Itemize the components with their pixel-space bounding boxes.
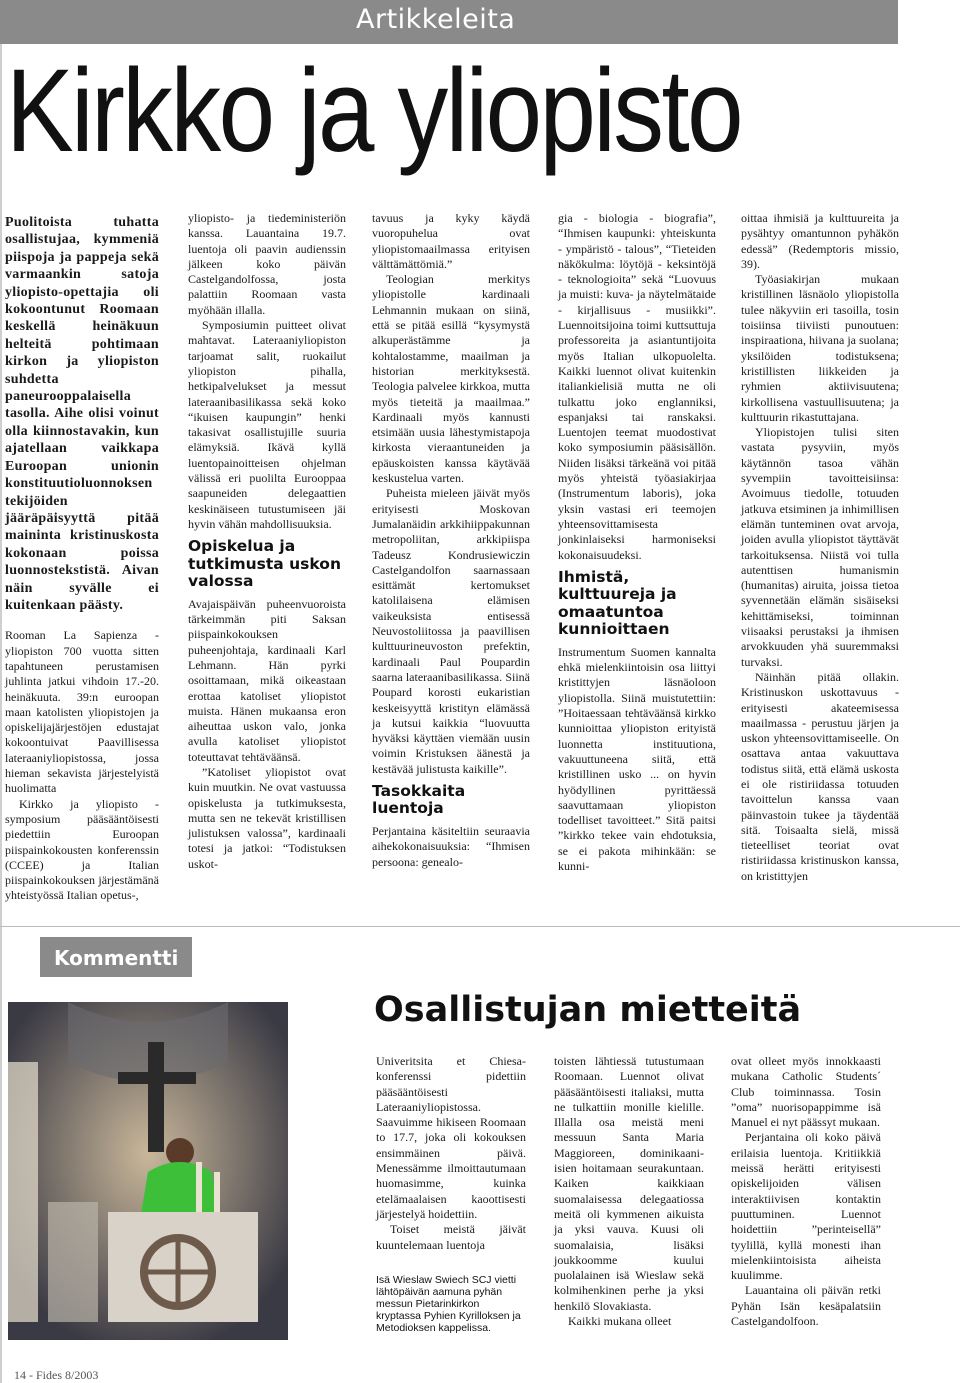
body-paragraph: ”Katoliset yliopistot ovat kuin muutkin. Ne ovat vastuussa opiskelusta ja tutkimuksesta, mutta sen ne tekevät kristillisen julistuksen valossa”, kardinaali totesi ja jatkoi: “Todistuksen uskot- xyxy=(188,765,346,871)
body-paragraph: Symposiumin puitteet olivat mahtavat. Lateraaniyliopiston tarjoamat salit, ruokailut yliopiston pihalla, hetkipalvelukset ja messut lateraanibasilikassa sekä koko “ikuisen kaupungin” henki takasivat osallistujille suuria elämyksiä. Ikävä kyllä luentopainoitteisen ohjelman välissä eri puolilta Eurooppaa saapuneiden delegaattien keskinäiseen tutustumiseen jäi hyvin vähän mahdollisuuksia. xyxy=(188,318,346,531)
comment-label: Kommentti xyxy=(54,946,179,970)
body-paragraph: Kirkko ja yliopisto -symposium pääsääntöisesti piedettiin Euroopan piispainkokousten konferenssin (CCEE) ja Italian piispainkokouksen järjestämänä yhteistyössä Italian opetus-, xyxy=(5,796,159,903)
body-paragraph: Lauantaina oli päivän retki Pyhän Isän kesäpalatsiin Castelgandolfoon. xyxy=(731,1283,881,1329)
article-column-4 xyxy=(558,211,716,874)
body-paragraph: Työasiakirjan mukaan kristillinen läsnäolo yliopistolla tulee näkyviin eri tasoilla, tosin toisiinsa tiiviisti punoutuen: inspiraationa, hiivana ja suolana; yksilöiden todistuksena; kristillisten liikkeiden ja ryhmien aktiivisuutena; kirkollisena vastuullisuutena; ja kulttuurin rikastuttajana. xyxy=(741,272,899,424)
article-column-5 xyxy=(741,211,899,884)
body-paragraph: Puheista mieleen jäivät myös erityisesti Moskovan Jumalanäidin arkkihiippakunnan metropoliitan, arkkipiispa Tadeusz Kondrusiewiczin Castelgandolfon saarnassaan esittämät kertomukset katolilaisena elämisen vaikeuksista entisessä Neuvostoliitossa ja paavillisen kulttuurineuvoston prefektin, kardinaali Paul Poupardin saarna lateraanibasilikassa. Siinä Poupard korosti eukaristian keskeisyyttä kristityn elämässä ja kutsui kaikkia “luovuutta hyväksi käyttäen viemään uusin voimin Kristuksen äänestä ja kestävää julistusta kaikille”. xyxy=(372,486,530,776)
body-paragraph: Yliopistojen tulisi siten vastata pysyviin, myös käytännön tasoa vähän syvempiin tavoitteisiinsa: Avoimuus tiedolle, totuuden jatkuva etsiminen ja inhimillisen elämän tunteminen ovat arvoja, joiden avulla yliopistot täyttävät tarkoituksensa. Niistä voi tulla autenttisen humanismin (humanitas) airuita, joissa tietoa syvennetään elämän sisäiseksi kehittämiseksi, toiminnan viisaaksi perustaksi ja ihmisen arvokkuuden yhä suuremmaksi turvaksi. xyxy=(741,425,899,669)
body-paragraph: gia - biologia - biografia”, “Ihmisen kaupunki: yhteiskunta - ympäristö - talous”, “Tieteiden näkökulma: löytöjä - keksintöjä - teknologioita” sekä “Luovuus ja muisti: kuva- ja näytelmätaide - kirjallisuus - musiikki”. Luennoitsijoina toimi kuttsuttuja professoreita ja asiantuntijoita myös Italian ulkopuolelta. Kaikki luennot olivat kuitenkin italiankielisiä mutta ne oli tulkattu joko englanniksi, espanjaksi tai ranskaksi. Luentojen teemat muodostivat koko symposiumin pääsisällön. Niiden lisäksi tärkeänä voi pitää myös yhteistä työasiakirjaa (Instrumentum laboris), joka yksin vastasi eri teemojen yhteensovittamisesta jonkinlaiseksi harmoniseksi kokonaisuudeksi. xyxy=(558,211,716,562)
body-paragraph: yliopisto- ja tiedeministeriön kanssa. Lauantaina 19.7. luentoja oli paavin audienssin jälkeen koko päivän Castelgandolfossa, josta palattiin Roomaan vasta myöhään illalla. xyxy=(188,211,346,317)
comment-title: Osallistujan mietteitä xyxy=(374,990,802,1030)
body-paragraph: Perjantaina käsiteltiin seuraavia aihekokonaisuuksia: “Ihmisen persoona: genealo- xyxy=(372,823,530,869)
photo-caption: Isä Wieslaw Swiech SCJ vietti lähtöpäivän aamuna pyhän messun Pietarinkirkon kryptassa Pyhien Kyrilloksen ja Metodioksen kappelissa. xyxy=(376,1274,521,1334)
mass-photo-illustration xyxy=(8,1002,288,1340)
subheading: Tasokkaita luentoja xyxy=(372,781,466,818)
page-footer: 14 - Fides 8/2003 xyxy=(14,1368,99,1382)
body-paragraph: Avajaispäivän puheenvuoroista tärkeimmän piti Saksan piispainkokouksen puheenjohtaja, kardinaali Karl Lehmann. Hän pyrki osoittamaan, mikä oikeastaan erottaa katoliset yliopistot muista. Hänen mukaansa eron aiheuttaa uskon valo, jonka avulla katoliset yliopistot toteuttavat tehtäväänsä. xyxy=(188,596,346,764)
body-paragraph: Kaikki mukana olleet xyxy=(568,1314,672,1329)
altar-photo xyxy=(8,1002,288,1340)
comment-column-2 xyxy=(554,1054,704,1329)
body-paragraph: oittaa ihmisiä ja kulttuureita ja pysähtyy omantunnon pyhäkön edessä” (Redemptoris missio, 39). xyxy=(741,211,899,271)
article-headline: Kirkko ja yliopisto xyxy=(6,45,741,177)
body-paragraph: ovat olleet myös innokkaasti mukana Catholic Students´ Club toiminnassa. Tosin ”oma” nuorisopappimme isä Manuel ei nyt päässyt mukaan. xyxy=(731,1054,881,1130)
subheading: Opiskelua ja tutkimusta uskon valossa xyxy=(188,537,341,591)
body-paragraph: Instrumentum Suomen kannalta ehkä mielenkiintoisin osa liittyi kristittyjen läsnäoloon yliopistolla. Siinä muistutettiin: ”Hoitaessaan tehtäväänsä kirkko kunnioittaa yliopiston erityistä luonnetta instituutiona, vakuuttuneena siitä, että kristillinen usko ... on hyvin hyödyllinen pyrittäessä saavuttamaan yliopiston todelliset tavoitteet.” Sitä paitsi ”kirkko tekee vain ehdotuksia, se ei pakota mihinkään: se kunni- xyxy=(558,644,716,873)
subheading: Ihmistä, kulttuureja ja omaatuntoa kunnioittaen xyxy=(558,567,677,639)
body-paragraph: Teologian merkitys yliopistolle kardinaali Lehmannin mukaan on siinä, että se pitää esillä “kysymystä alkuperästämme ja kohtalostamme, maailman ja historian merkityksestä. Teologia palvelee kirkkoa, mutta myös tieteitä ja maailmaa.” Kardinaali myös kannusti etsimään uusia lähestymistapoja kirkosta vieraantuneiden ja epäuskoisten kanssa käytävää keskustelua varten. xyxy=(372,272,530,486)
body-paragraph: Perjantaina oli koko päivä erilaisia luentoja. Kritiikkiä meissä herätti erityisesti opiskelijoiden välisen interaktiivisen kontaktin puuttuminen. Luennot hoidettiin ”perinteisellä” tyylillä, kyllä monesti ihan mielenkiintoisista aiheista kuulimme. xyxy=(731,1130,881,1283)
lead-paragraph: Puolitoista tuhatta osallistujaa, kymmeniä piispoja ja pappeja sekä varmaankin satoja yliopisto-opettajia oli kokoontunut Roomaan keskellä heinäkuun helteitä pohtimaan kirkon ja yliopiston suhdetta paneurooppalaisella tasolla. Aihe olisi voinut olla kiinnostavakin, kun ajatellaan vaikkapa Euroopan unionin konstituutioluonnoksen tekijöiden jääräpäisyyttä pitää maininta kristinuskosta kokonaan poissa luonnostekstistä. Aivan näin syvälle ei kuitenkaan päästy. xyxy=(5,215,159,613)
article-column-1 xyxy=(5,214,159,904)
body-paragraph: Rooman La Sapienza -yliopiston 700 vuotta sitten tapahtuneen perustamisen juhlinta jatkui vihdoin 17.-20. heinäkuuta. 39:n euroopan maan katolisten yliopistojen ja opiskelijajärjestöjen edustajat kokoontuivat Paavillisessa lateraaniyliopistossa, jossa hieman sekavista järjestelyistä huolimatta xyxy=(5,628,159,796)
body-paragraph: toisten lähtiessä tutustumaan Roomaan. Luennot olivat pääsääntöisesti italiaksi, mutta ne tulkattiin monille kielille. Illalla osa meistä meni messuun Santa Maria Maggioreen, dominikaani-isien hoitamaan seurakuntaan. Kaiken kaikkiaan suomalaisessa delegaatiossa meitä oli kymmenen aikuista ja yksi vauva. Kuusi oli suomalaisia, lisäksi joukkoomme kuului puolalainen isä Wieslaw sekä kolmihenkinen perhe ja yksi henkilö Slovakiasta. xyxy=(554,1054,704,1313)
comment-column-1 xyxy=(376,1054,526,1253)
section-divider xyxy=(0,926,960,927)
body-paragraph: Univeritsita et Chiesa- konferenssi pidettiin pääsääntöisesti Lateraaniyliopistossa. Saavuimme hikiseen Roomaan to 17.7, joka oli kokouksen ensimmäinen päivä. Menessämme ilmoittautumaan huomasimme, kuinka etelämaalaisen kaoottisesti järjestelyä hoidettiin. xyxy=(376,1054,526,1221)
body-paragraph: Näinhän pitää ollakin. Kristinuskon uskottavuus - erityisesti akateemisessa maailmassa - perustuu järjen ja uskon yhteensovittamiseelle. On osattava antaa vakuuttava todistus siitä, että elämä uskosta ei ole ristiriidassa totuuden tavoittelun kanssa vaan päinvastoin tukee ja täydentää sitä. Toisaalta sielä, missä tieteelliset teoriat ovat ristiriidassa kristinuskon kanssa, on kristittyjen xyxy=(741,669,899,883)
section-label: Artikkeleita xyxy=(356,4,516,35)
article-column-3 xyxy=(372,211,530,870)
page-edge-line xyxy=(0,0,2,1383)
body-paragraph: tavuus ja kyky käydä vuoropuhelua ovat yliopistomaailmassa erityisen välttämättömiä.” xyxy=(372,211,530,271)
comment-column-3 xyxy=(731,1054,881,1329)
body-paragraph: Toiset meistä jäivät kuuntelemaan luentoja xyxy=(376,1222,526,1252)
article-column-2 xyxy=(188,211,346,872)
